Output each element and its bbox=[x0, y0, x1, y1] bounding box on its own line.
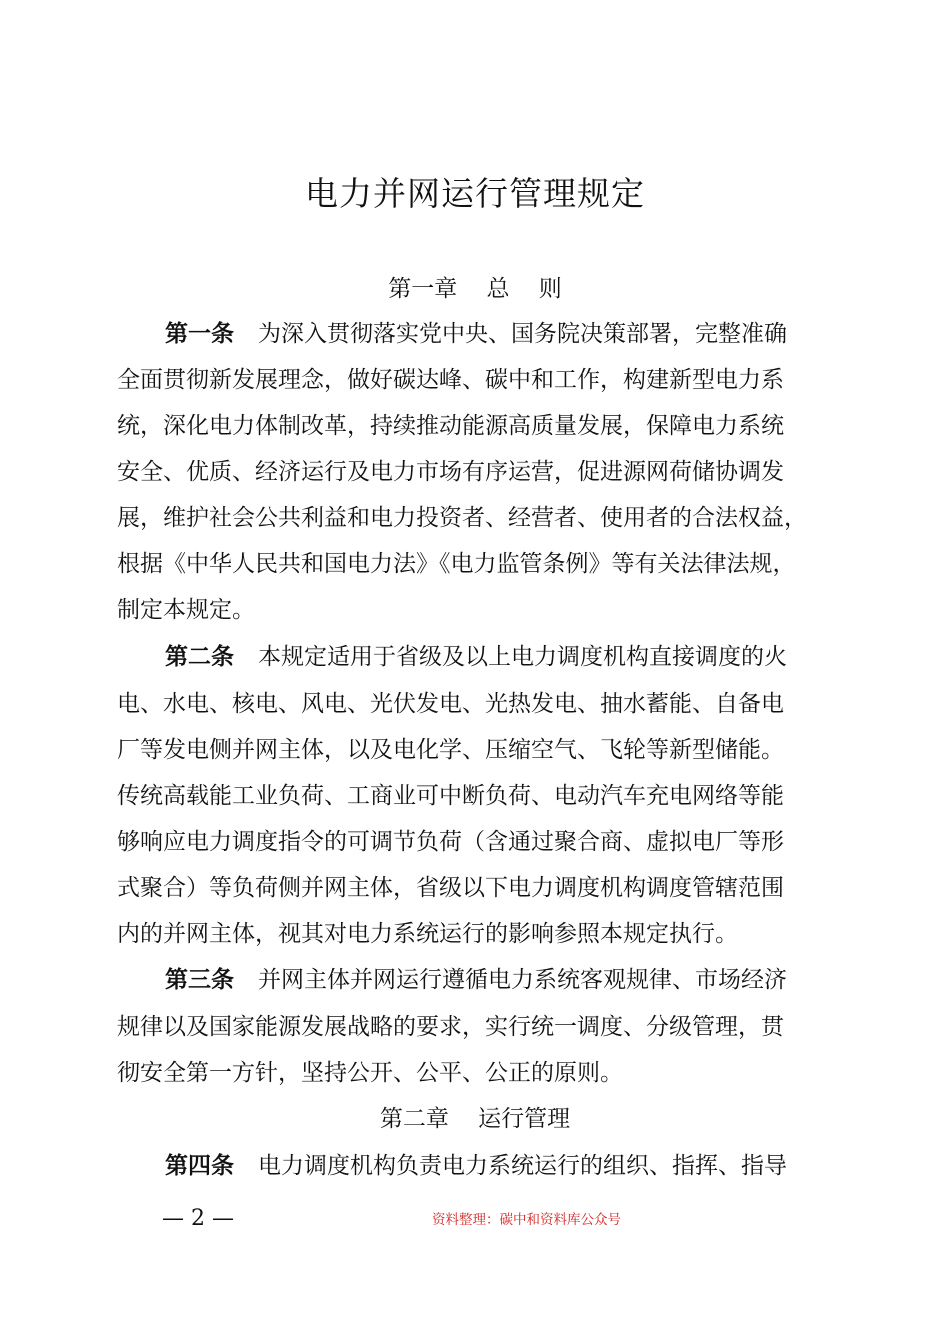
article-3-line: 彻安全第一方针，坚持公开、公平、公正的原则。 bbox=[117, 1060, 623, 1086]
article-4-number: 第四条 bbox=[165, 1153, 234, 1179]
article-1-line: 根据《中华人民共和国电力法》《电力监管条例》等有关法律法规， bbox=[117, 551, 796, 577]
chapter-2-heading: 第二章 运行管理 bbox=[379, 1106, 571, 1132]
article-2-line: 厂等发电侧并网主体，以及电化学、压缩空气、飞轮等新型储能。 bbox=[117, 737, 784, 763]
chapter-1-heading: 第一章 总 则 bbox=[388, 276, 562, 302]
article-2-line: 内的并网主体，视其对电力系统运行的影响参照本规定执行。 bbox=[117, 921, 738, 947]
article-1-text: 为深入贯彻落实党中央、国务院决策部署，完整准确 bbox=[258, 321, 787, 347]
page-number: — 2 — bbox=[162, 1206, 234, 1231]
article-1-line bbox=[165, 317, 837, 351]
article-1-line: 展，维护社会公共利益和电力投资者、经营者、使用者的合法权益， bbox=[117, 505, 807, 531]
article-2-number: 第二条 bbox=[165, 644, 234, 670]
article-3-line: 规律以及国家能源发展战略的要求，实行统一调度、分级管理，贯 bbox=[117, 1014, 784, 1040]
article-2-line: 传统高载能工业负荷、工商业可中断负荷、电动汽车充电网络等能 bbox=[117, 783, 784, 809]
article-2-text: 本规定适用于省级及以上电力调度机构直接调度的火 bbox=[258, 644, 787, 670]
article-3-text: 并网主体并网运行遵循电力系统客观规律、市场经济 bbox=[258, 967, 787, 993]
article-1-line: 制定本规定。 bbox=[117, 597, 255, 623]
article-2-line: 够响应电力调度指令的可调节负荷（含通过聚合商、虚拟电厂等形 bbox=[117, 829, 784, 855]
article-3-number: 第三条 bbox=[165, 967, 234, 993]
article-2-line bbox=[165, 640, 837, 674]
document-title: 电力并网运行管理规定 bbox=[305, 174, 645, 213]
article-4-line bbox=[165, 1149, 837, 1183]
article-4-text: 电力调度机构负责电力系统运行的组织、指挥、指导 bbox=[258, 1153, 787, 1179]
article-1-line: 安全、优质、经济运行及电力市场有序运营，促进源网荷储协调发 bbox=[117, 459, 784, 485]
article-1-line: 统，深化电力体制改革，持续推动能源高质量发展，保障电力系统 bbox=[117, 413, 784, 439]
article-1-number: 第一条 bbox=[165, 321, 234, 347]
article-2-line: 电、水电、核电、风电、光伏发电、光热发电、抽水蓄能、自备电 bbox=[117, 691, 784, 717]
article-2-line: 式聚合）等负荷侧并网主体，省级以下电力调度机构调度管辖范围 bbox=[117, 875, 784, 901]
source-credit: 资料整理：碳中和资料库公众号 bbox=[432, 1212, 621, 1228]
article-1-line: 全面贯彻新发展理念，做好碳达峰、碳中和工作，构建新型电力系 bbox=[117, 367, 784, 393]
article-3-line bbox=[165, 963, 837, 997]
